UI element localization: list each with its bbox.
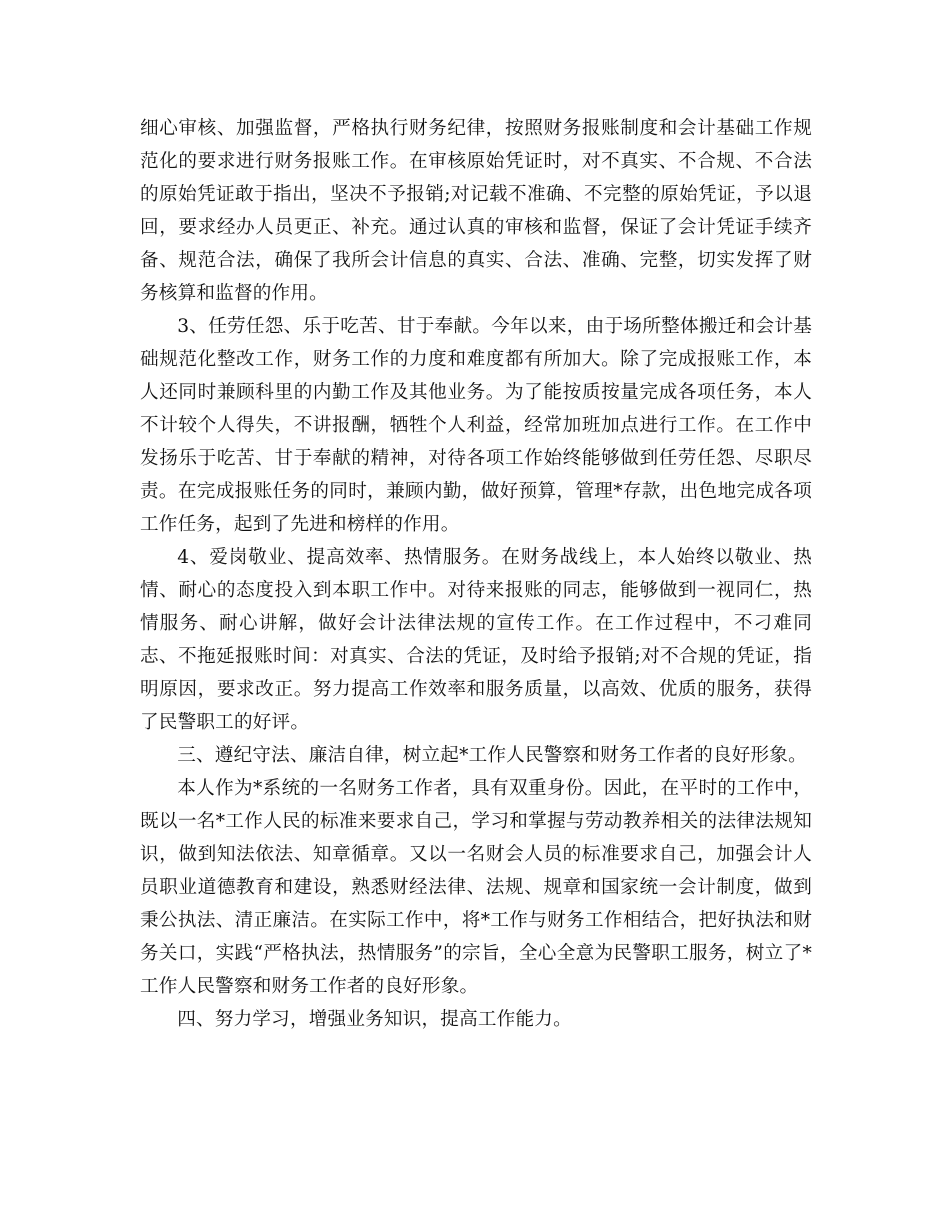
section-heading-three: 三、遵纪守法、廉洁自律，树立起*工作人民警察和财务工作者的良好形象。 (177, 745, 807, 766)
document-body (140, 112, 812, 1036)
paragraph-item-3-hardworking: 3、任劳任怨、乐于吃苦、甘于奉献。今年以来，由于场所整体搬迁和会计基础规范化整改工作，财务工作的力度和难度都有所加大。除了完成报账工作，本人还同时兼顾科里的内勤工作及其他业务。为了能按质按量完成各项任务，本人不计较个人得失，不讲报酬，牺牲个人利益，经常加班加点进行工作。在工作中发扬乐于吃苦、甘于奉献的精神，对待各项工作始终能够做到任劳任怨、尽职尽责。在完成报账任务的同时，兼顾内勤，做好预算，管理*存款，出色地完成各项工作任务，起到了先进和榜样的作用。 (140, 316, 812, 535)
paragraph-dual-identity: 本人作为*系统的一名财务工作者，具有双重身份。因此，在平时的工作中，既以一名*工作人民的标准来要求自己，学习和掌握与劳动教养相关的法律法规知识，做到知法依法、知章循章。又以一名财会人员的标准要求自己，加强会计人员职业道德教育和建设，熟悉财经法律、法规、规章和国家统一会计制度，做到秉公执法、清正廉洁。在实际工作中，将*工作与财务工作相结合，把好执法和财务关口，实践“严格执法，热情服务”的宗旨，全心全意为民警职工服务，树立了*工作人民警察和财务工作者的良好形象。 (140, 778, 812, 997)
section-heading-four: 四、努力学习，增强业务知识，提高工作能力。 (177, 1009, 572, 1030)
paragraph-item-4-dedication: 4、爱岗敬业、提高效率、热情服务。在财务战线上，本人始终以敬业、热情、耐心的态度投入到本职工作中。对待来报账的同志，能够做到一视同仁，热情服务、耐心讲解，做好会计法律法规的宣传工作。在工作过程中，不刁难同志、不拖延报账时间：对真实、合法的凭证，及时给予报销;对不合规的凭证，指明原因，要求改正。努力提高工作效率和服务质量，以高效、优质的服务，获得了民警职工的好评。 (140, 547, 812, 733)
paragraph-review-supervision: 细心审核、加强监督，严格执行财务纪律，按照财务报账制度和会计基础工作规范化的要求进行财务报账工作。在审核原始凭证时，对不真实、不合规、不合法的原始凭证敢于指出，坚决不予报销;对记载不准确、不完整的原始凭证，予以退回，要求经办人员更正、补充。通过认真的审核和监督，保证了会计凭证手续齐备、规范合法，确保了我所会计信息的真实、合法、准确、完整，切实发挥了财务核算和监督的作用。 (140, 118, 812, 304)
